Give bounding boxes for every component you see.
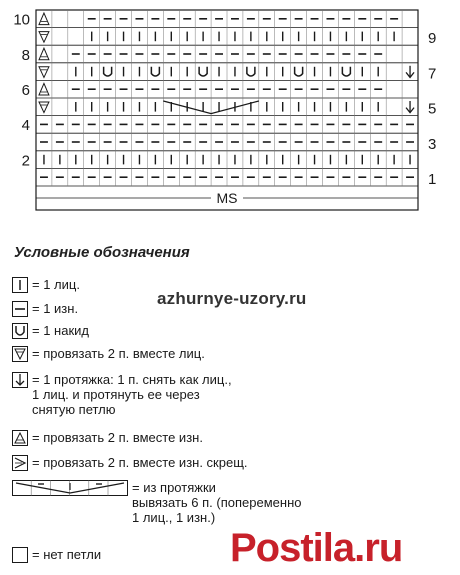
legend-text: = 1 накид xyxy=(32,323,89,338)
legend-item xyxy=(12,323,89,342)
legend-symbol xyxy=(12,480,128,499)
brand-logo xyxy=(230,523,450,569)
svg-text:Postila.ru: Postila.ru xyxy=(230,526,403,569)
legend-item xyxy=(12,277,80,296)
p2tog-mark xyxy=(39,13,49,25)
yarn-over-mark xyxy=(247,67,255,76)
legend-item xyxy=(12,430,203,449)
p2tog-icon xyxy=(12,430,28,446)
legend-title: Условные обозначения xyxy=(14,244,190,261)
legend-text: = 1 изн. xyxy=(32,301,79,316)
legend-text: = 1 протяжка: 1 п. снять как лиц., 1 лиц. и протянуть ее через снятую петлю xyxy=(32,372,232,417)
legend-item xyxy=(12,346,205,365)
p2tog-mark xyxy=(39,83,49,95)
row-label-left: 10 xyxy=(13,11,30,29)
no-stitch-icon xyxy=(12,547,28,563)
legend-symbol xyxy=(12,455,28,474)
repeat-label: MS xyxy=(216,190,238,206)
k2tog-icon xyxy=(12,346,28,362)
yarn-over-mark xyxy=(342,67,350,76)
legend-text: = провязать 2 п. вместе изн. xyxy=(32,430,203,445)
row-label-right: 1 xyxy=(428,171,437,188)
row-label-right: 7 xyxy=(428,65,437,83)
watermark-text: azhurnye-uzory.ru xyxy=(157,289,307,308)
knit-icon xyxy=(12,277,28,293)
pull-through-icon xyxy=(12,372,28,388)
knitting-chart xyxy=(0,0,460,232)
legend-item xyxy=(12,455,248,474)
legend-text: = провязать 2 п. вместе изн. скрещ. xyxy=(32,455,248,470)
yarn-over-icon xyxy=(12,323,28,339)
chart-grid xyxy=(0,0,460,232)
legend-symbol xyxy=(12,323,28,342)
k2tog-mark xyxy=(39,102,49,113)
yarn-over-mark xyxy=(199,67,207,76)
legend-text: = нет петли xyxy=(32,547,102,562)
legend-text: = из протяжки вывязать 6 п. (попеременно 1 лиц., 1 изн.) xyxy=(132,480,302,525)
p2tog-mark xyxy=(39,48,49,60)
purl-icon xyxy=(12,301,28,317)
row-label-left: 2 xyxy=(21,152,30,170)
row-label-right: 5 xyxy=(428,100,437,118)
legend-text: = 1 лиц. xyxy=(32,277,80,292)
yarn-over-mark xyxy=(151,67,159,76)
yarn-over-mark xyxy=(295,67,303,76)
legend-item xyxy=(12,301,78,320)
legend-symbol xyxy=(12,301,28,320)
k2tog-mark xyxy=(39,32,49,43)
legend-symbol xyxy=(12,277,28,296)
strand-icon xyxy=(12,480,128,496)
legend-symbol xyxy=(12,430,28,449)
row-label-left: 8 xyxy=(21,46,30,64)
brand-logo-graphic xyxy=(230,523,450,569)
p2tog-tbl-icon xyxy=(12,455,28,471)
legend-symbol xyxy=(12,346,28,365)
legend-item xyxy=(12,480,301,525)
legend-item xyxy=(12,547,101,566)
k2tog-mark xyxy=(39,67,49,78)
row-label-right: 9 xyxy=(428,30,437,48)
legend-symbol xyxy=(12,372,28,391)
row-label-left: 6 xyxy=(21,82,30,99)
legend-item xyxy=(12,372,232,417)
legend-text: = провязать 2 п. вместе лиц. xyxy=(32,346,205,361)
yarn-over-mark xyxy=(104,67,112,76)
row-label-left: 4 xyxy=(21,117,30,135)
legend-symbol xyxy=(12,547,28,566)
row-label-right: 3 xyxy=(428,135,437,153)
